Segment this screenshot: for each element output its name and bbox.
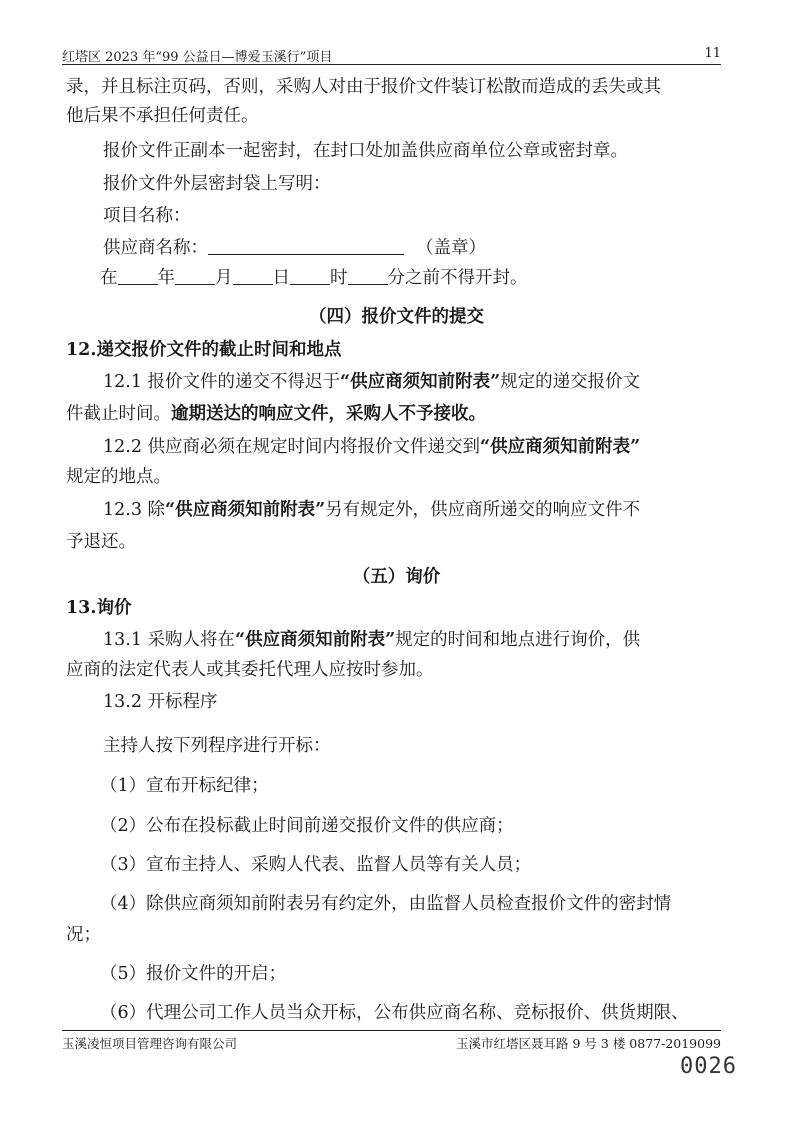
paragraph-line xyxy=(103,370,721,394)
text: 12.1 报价文件的递交不得迟于 xyxy=(103,372,341,392)
hour-blank xyxy=(290,266,330,285)
bold-text: “供应商须知前附表” xyxy=(165,500,326,520)
bold-text: “供应商须知前附表” xyxy=(480,437,641,457)
project-name-label: 项目名称： xyxy=(103,206,191,226)
page-footer xyxy=(62,1030,721,1049)
date-text: 时 xyxy=(330,268,348,288)
date-text: 月 xyxy=(215,268,233,288)
text: 件截止时间。 xyxy=(66,404,171,424)
paragraph-line xyxy=(66,402,721,426)
supplier-name-blank xyxy=(208,236,404,255)
year-blank xyxy=(118,266,158,285)
date-text: 在 xyxy=(100,268,118,288)
section-heading: （五）询价 xyxy=(352,567,441,587)
paragraph-line: 报价文件正副本一起密封，在封口处加盖供应商单位公章或密封章。 xyxy=(103,141,628,161)
list-item: （3）宣布主持人、采购人代表、监督人员等有关人员； xyxy=(100,855,532,875)
date-text: 年 xyxy=(157,268,175,288)
paragraph-line xyxy=(103,435,721,459)
text: 12.3 除 xyxy=(103,500,166,520)
list-item: （2）公布在投标截止时间前递交报价文件的供应商； xyxy=(100,816,514,836)
text: 13.1 采购人将在 xyxy=(103,630,236,650)
section-heading: （四）报价文件的提交 xyxy=(309,307,484,327)
paragraph-line: 应商的法定代表人或其委托代理人应按时参加。 xyxy=(66,660,434,680)
list-item: （1）宣布开标纪律； xyxy=(100,776,269,796)
page-number: 11 xyxy=(704,46,721,61)
paragraph-line: 主持人按下列程序进行开标： xyxy=(103,736,331,756)
date-text: 分之前不得开封。 xyxy=(387,268,528,288)
clause-heading: 12.递交报价文件的截止时间和地点 xyxy=(66,340,342,360)
footer-company: 玉溪凌恒项目管理咨询有限公司 xyxy=(62,1036,238,1051)
bold-text: 逾期送达的响应文件，采购人不予接收。 xyxy=(171,404,486,424)
text: 12.2 供应商必须在规定时间内将报价文件递交到 xyxy=(103,437,481,457)
supplier-name-label: 供应商名称： xyxy=(103,238,208,258)
paragraph-line: 录，并且标注页码，否则，采购人对由于报价文件装订松散而造成的丢失或其 xyxy=(66,77,661,97)
bold-text: “供应商须知前附表” xyxy=(235,630,396,650)
header-title: 红塔区 2023 年“99 公益日—博爱玉溪行”项目 xyxy=(62,50,333,65)
day-blank xyxy=(233,266,273,285)
text: 规定的时间和地点进行询价，供 xyxy=(395,630,641,650)
minute-blank xyxy=(348,266,388,285)
date-blank-row xyxy=(100,266,721,290)
paragraph-line: 报价文件外层密封袋上写明： xyxy=(103,174,331,194)
list-item: （5）报价文件的开启； xyxy=(100,964,287,984)
supplier-name-row xyxy=(103,236,721,260)
paragraph-line: 予退还。 xyxy=(66,532,136,552)
date-text: 日 xyxy=(272,268,290,288)
paragraph-line xyxy=(103,498,721,522)
clause-heading: 13.询价 xyxy=(66,598,132,618)
page-stamp-number: 0026 xyxy=(680,1054,737,1079)
bold-text: “供应商须知前附表” xyxy=(340,372,501,392)
paragraph-line xyxy=(103,628,721,652)
paragraph-line: 规定的地点。 xyxy=(66,467,171,487)
seal-label: （盖章） xyxy=(416,238,486,258)
paragraph-line: 他后果不承担任何责任。 xyxy=(66,106,259,126)
paragraph-line: 13.2 开标程序 xyxy=(103,692,218,712)
page-header xyxy=(62,40,721,65)
footer-address: 玉溪市红塔区聂耳路 9 号 3 楼 0877-2019099 xyxy=(456,1036,721,1051)
list-item: （4）除供应商须知前附表另有约定外，由监督人员检查报价文件的密封情 xyxy=(100,894,672,914)
list-item: （6）代理公司工作人员当众开标，公布供应商名称、竞标报价、供货期限、 xyxy=(100,1003,689,1023)
list-item: 况； xyxy=(66,925,101,945)
month-blank xyxy=(175,266,215,285)
text: 规定的递交报价文 xyxy=(500,372,641,392)
text: 另有规定外，供应商所递交的响应文件不 xyxy=(325,500,641,520)
